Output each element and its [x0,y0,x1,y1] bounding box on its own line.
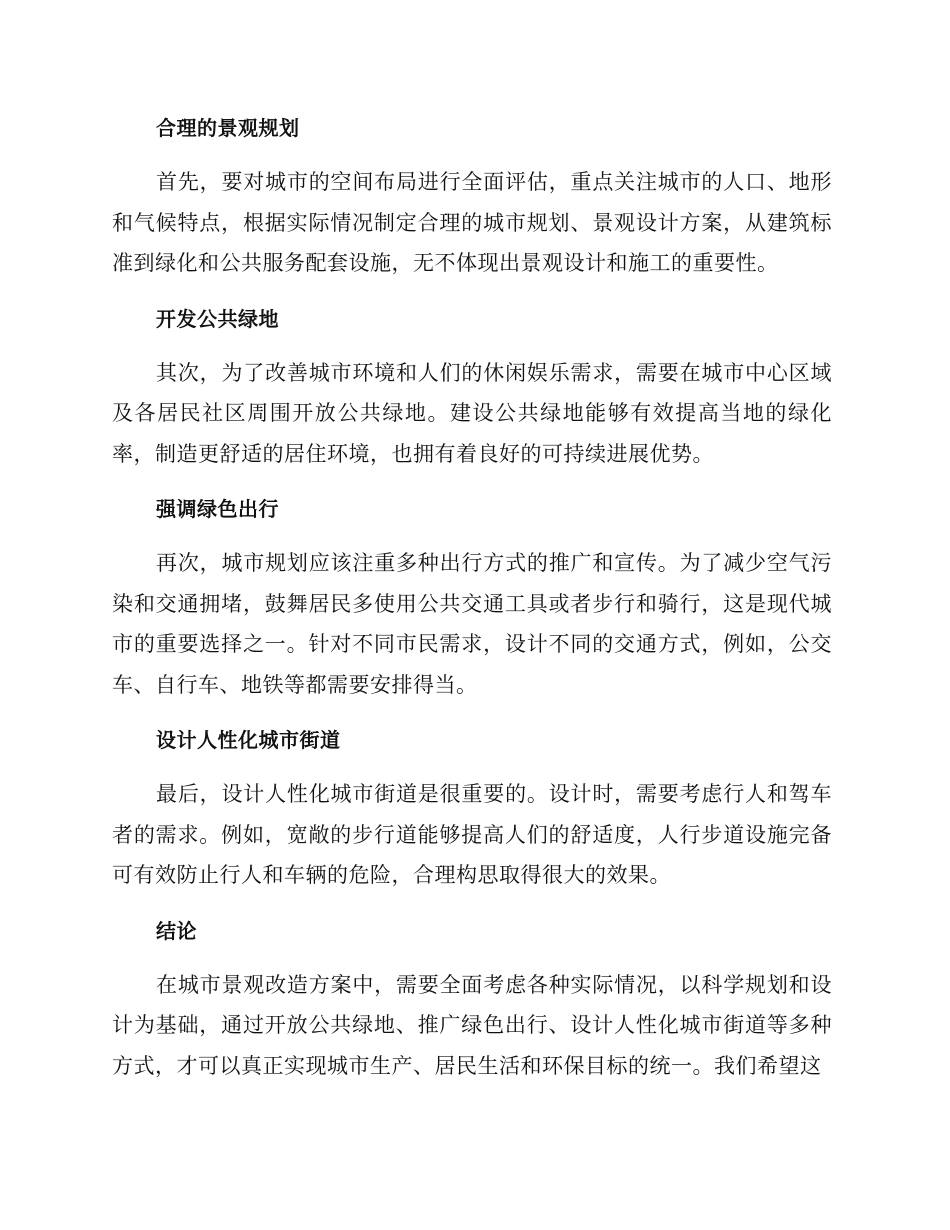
section-paragraph-green-travel: 再次，城市规划应该注重多种出行方式的推广和宣传。为了减少空气污染和交通拥堵，鼓舞居民多使用公共交通工具或者步行和骑行，这是现代城市的重要选择之一。针对不同市民需求，设计不同的交通方式，例如，公交车、自行车、地铁等都需要安排得当。 [112,551,832,697]
section-heading-landscape-planning: 合理的景观规划 [156,116,300,140]
section-heading-humanized-streets: 设计人性化城市街道 [156,728,341,752]
section-heading-public-green-space: 开发公共绿地 [156,306,279,331]
section-heading-conclusion: 结论 [156,918,197,943]
section-paragraph-public-green-space: 其次，为了改善城市环境和人们的休闲娱乐需求，需要在城市中心区域及各居民社区周围开放公共绿地。建设公共绿地能够有效提高当地的绿化率，制造更舒适的居住环境，也拥有着良好的可持续进展优势。 [112,360,832,466]
section-paragraph-humanized-streets: 最后，设计人性化城市街道是很重要的。设计时，需要考虑行人和驾车者的需求。例如，宽敞的步行道能够提高人们的舒适度，人行步道设施完备可有效防止行人和车辆的危险，合理构思取得很大的效果。 [112,782,832,887]
section-paragraph-landscape-planning: 首先，要对城市的空间布局进行全面评估，重点关注城市的人口、地形和气候特点，根据实际情况制定合理的城市规划、景观设计方案，从建筑标准到绿化和公共服务配套设施，无不体现出景观设计和施工的重要性。 [112,170,832,275]
section-heading-green-travel: 强调绿色出行 [156,497,279,521]
document-body [112,108,832,1101]
section-paragraph-conclusion: 在城市景观改造方案中，需要全面考虑各种实际情况，以科学规划和设计为基础，通过开放公共绿地、推广绿色出行、设计人性化城市街道等多种方式，才可以真正实现城市生产、居民生活和环保目标的统一。我们希望这 [112,972,832,1078]
